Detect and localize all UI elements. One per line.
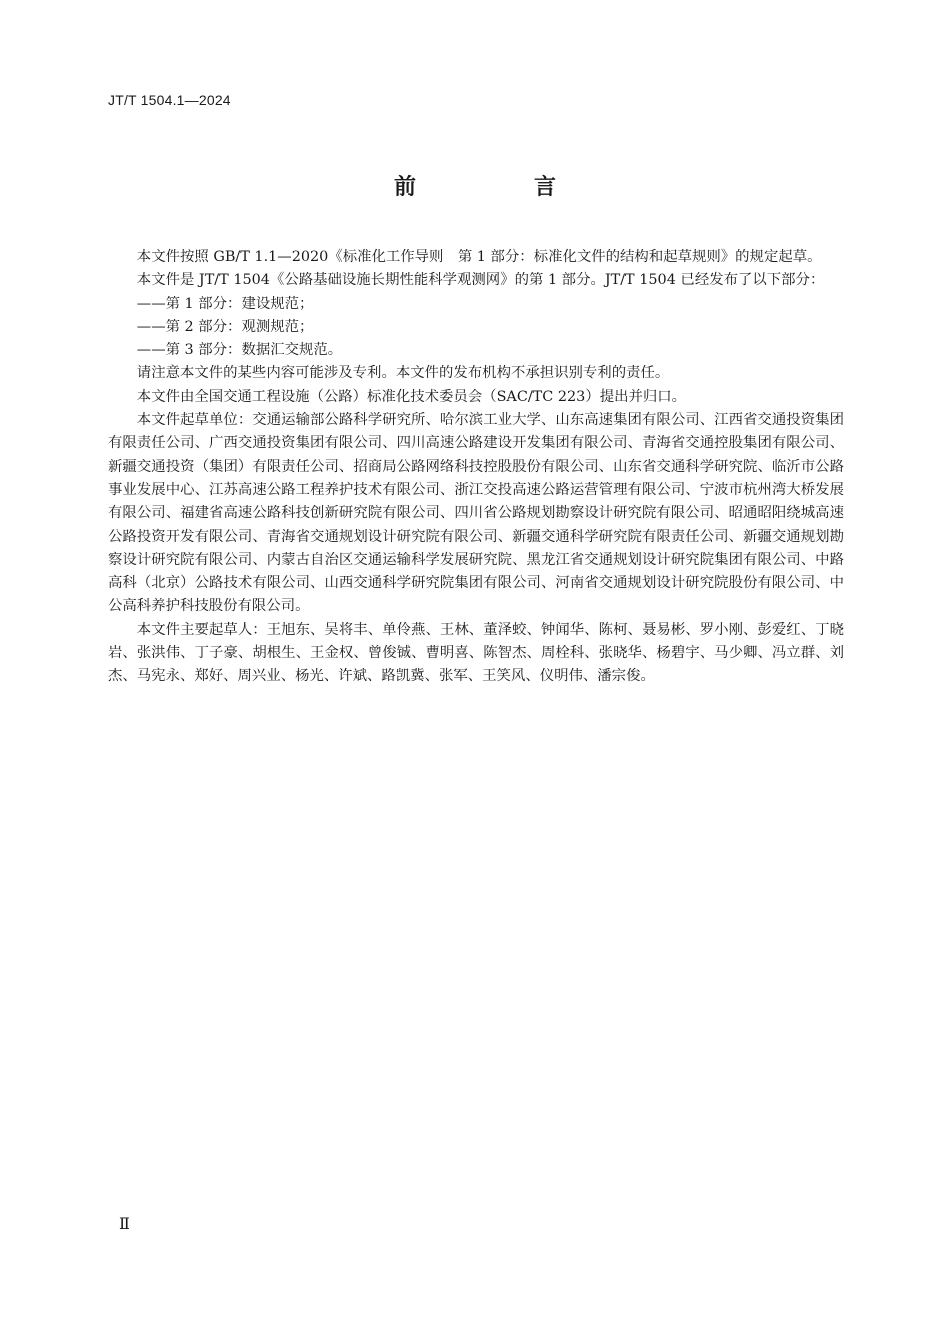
page-title: 前 言 bbox=[393, 175, 604, 200]
paragraph-series-intro: 本文件是 JT/T 1504《公路基础设施长期性能科学观测网》的第 1 部分。JT/T 1504 已经发布了以下部分： bbox=[136, 272, 825, 289]
paragraph-proposing-committee: 本文件由全国交通工程设施（公路）标准化技术委员会（SAC/TC 223）提出并归口。 bbox=[136, 388, 687, 405]
list-item-part-2: ——第 2 部分：观测规范； bbox=[136, 318, 314, 335]
page-number: Ⅱ bbox=[119, 1214, 130, 1233]
paragraph-drafting-rules: 本文件按照 GB/T 1.1—2020《标准化工作导则 第 1 部分：标准化文件的结构和起草规则》的规定起草。 bbox=[136, 249, 822, 265]
foreword-body bbox=[108, 246, 844, 689]
document-code: JT/T 1504.1—2024 bbox=[108, 92, 231, 108]
paragraph-drafters: 本文件主要起草人：王旭东、吴将丰、单伶燕、王林、董泽蛟、钟闻华、陈柯、聂易彬、罗小刚、彭爱红、丁晓岩、张洪伟、丁子豪、胡根生、王金权、曾俊铖、曹明喜、陈智杰、周栓科、张晓华、杨碧宇、马少卿、冯立群、刘杰、马宪永、郑好、周兴业、杨光、许斌、路凯冀、张军、王笑风、仪明伟、潘宗俊。 bbox=[108, 621, 844, 685]
list-item-part-1: ——第 1 部分：建设规范； bbox=[136, 295, 314, 312]
paragraph-drafting-organizations: 本文件起草单位：交通运输部公路科学研究所、哈尔滨工业大学、山东高速集团有限公司、江西省交通投资集团有限责任公司、广西交通投资集团有限公司、四川高速公路建设开发集团有限公司、青海省交通控股集团有限公司、新疆交通投资（集团）有限责任公司、招商局公路网络科技控股股份有限公司、山东省交通科学研究院、临沂市公路事业发展中心、江苏高速公路工程养护技术有限公司、浙江交投高速公路运营管理有限公司、宁波市杭州湾大桥发展有限公司、福建省高速公路科技创新研究院有限公司、四川省公路规划勘察设计研究院有限公司、昭通昭阳绕城高速公路投资开发有限公司、青海省交通规划设计研究院有限公司、新疆交通科学研究院有限责任公司、新疆交通规划勘察设计研究院有限公司、内蒙古自治区交通运输科学发展研究院、黑龙江省交通规划设计研究院集团有限公司、中路高科（北京）公路技术有限公司、山西交通科学研究院集团有限公司、河南省交通规划设计研究院股份有限公司、中公高科养护科技股份有限公司。 bbox=[108, 412, 844, 615]
list-item-part-3: ——第 3 部分：数据汇交规范。 bbox=[136, 342, 343, 359]
paragraph-patent-notice: 请注意本文件的某些内容可能涉及专利。本文件的发布机构不承担识别专利的责任。 bbox=[136, 365, 670, 382]
